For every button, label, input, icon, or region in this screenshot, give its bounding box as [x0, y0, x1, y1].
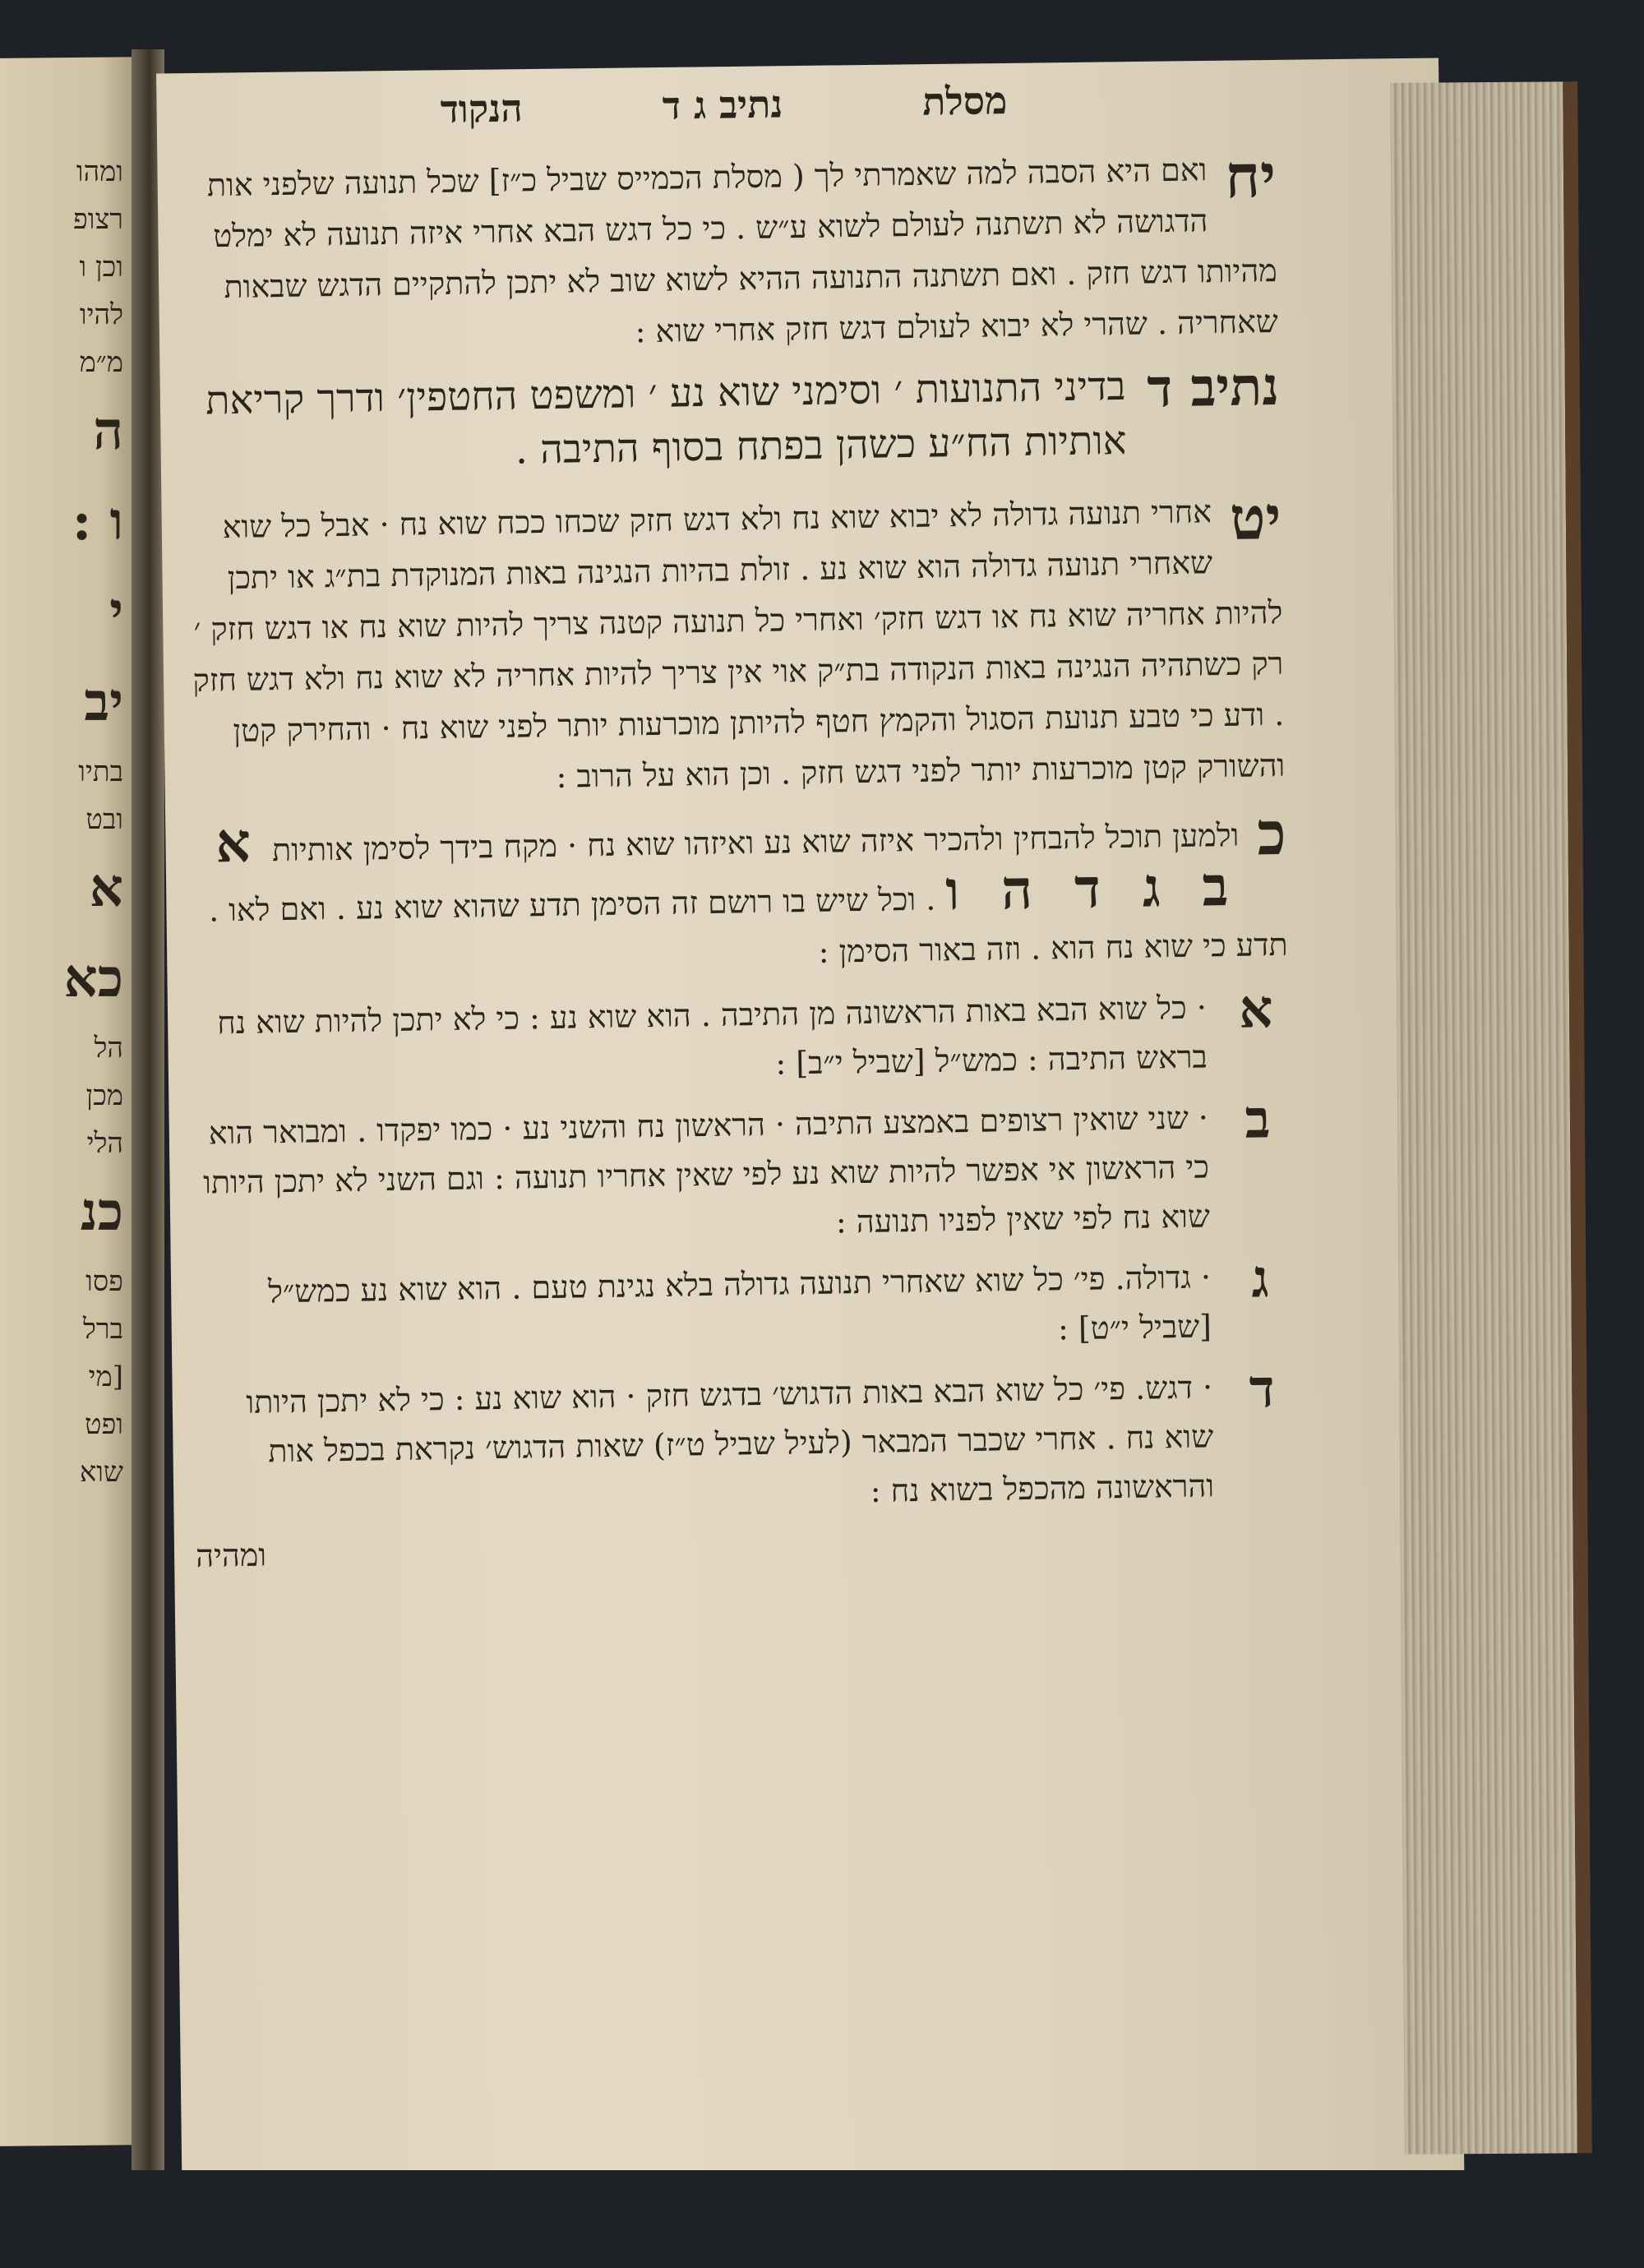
- item-text: · שני שואין רצופים באמצע התיבה · הראשון נח והשני נע · כמו יפקדו . ומבואר הוא כי הראשון אי אפשר להיות שוא נע לפי שאין אחריו תנועה : וגם השני לא יתכן היותו שוא נח לפי שאין לפניו תנועה :: [202, 1099, 1211, 1240]
- catchword: ומהיה: [195, 1536, 267, 1574]
- mnemonic-letters: א ב ג ד ה ו: [215, 810, 1240, 923]
- paragraph-yh: [173, 140, 1279, 364]
- section-title: בדיני התנועות ׳ וסימני שוא נע ׳ ומשפט החטפין׳ ודרך קריאת אותיות הח״ע כשהן בפתח בסוף התיבה .: [205, 363, 1127, 473]
- header-right: מסלת: [921, 78, 1008, 124]
- item-text: · דגש. פי׳ כל שוא הבא באות הדגוש׳ בדגש חזק · הוא שוא נע : כי לא יתכן היותו שוא נח . אחרי שכבר המבאר (לעיל שביל ט״ז) שאות הדגוש׳ נקראת בכפל אות והראשונה מהכפל בשוא נח :: [246, 1369, 1215, 1509]
- left-fragment: להיו: [79, 298, 123, 331]
- left-fragment: הל: [94, 1032, 123, 1065]
- page-edges: [1390, 81, 1592, 2155]
- left-fragment: א: [89, 857, 123, 919]
- paragraph-marker: יח: [1224, 140, 1277, 211]
- left-fragment: כא: [63, 948, 123, 1009]
- book-cover: [99, 2170, 1578, 2268]
- paragraph-text: ואם היא הסבה למה שאמרתי לך ( מסלת הכמייס שביל כ״ז] שכל תנועה שלפני אות הדגושה לא תשתנה לעולם לשוא ע״ש . כי כל דגש הבא אחרי איזה תנועה לא ימלט מהיותו דגש חזק . ואם תשתנה התנועה ההיא לשוא שוב לא יתכן להתקיים הדגש שבאות שאחריה . שהרי לא יבוא לעולם דגש חזק אחרי שוא :: [206, 151, 1279, 350]
- left-fragment: מ״מ: [79, 346, 123, 379]
- left-fragment: ובט: [85, 803, 123, 836]
- paragraph-marker: יט: [1229, 482, 1282, 553]
- left-fragment: וכן ו: [79, 251, 123, 284]
- page-text: [173, 74, 1297, 1575]
- list-item: [193, 1358, 1297, 1527]
- left-page-text: [0, 148, 123, 1496]
- list-item: [192, 1248, 1295, 1367]
- paragraph-text: אחרי תנועה גדולה לא יבוא שוא נח ולא דגש חזק שכחו ככח שוא נח · אבל כל שוא שאחרי תנועה גדולה הוא שוא נע . זולת בהיות הנגינה באות המנוקדת בת״ג או יתכן להיות אחריה שוא נח או דגש חזק׳ ואחרי כל תנועה קטנה צריך להיות שוא נח או דגש חזק ׳ רק כשתהיה הנגינה באות הנקודה בת״ק אוי אין צריך להיות אחריה לא שוא נח ולא דגש חזק . ודע כי טבע תנועת הסגול והקמץ חטף להיותן מוכרעות יותר לפני שוא נח · והחירק קטן והשורק קטן מוכרעות יותר לפני דגש חזק . וכן הוא על הרוב :: [192, 493, 1286, 795]
- section-heading: [178, 357, 1281, 483]
- item-letter: ב: [1244, 1088, 1271, 1151]
- left-fragment: ומהו: [76, 155, 123, 188]
- left-fragment: ברל: [83, 1313, 123, 1346]
- left-fragment: רצופ: [72, 203, 123, 236]
- left-fragment: [מי: [88, 1360, 123, 1393]
- item-letter: ג: [1250, 1248, 1270, 1310]
- paragraph-text: . וכל שיש בו רושם זה הסימן תדע שהוא שוא נע . ואם לאו . תדע כי שוא נח הוא . וזה באור הסימן :: [208, 880, 1288, 970]
- left-fragment: בתיו: [78, 755, 123, 788]
- left-fragment: שוא: [79, 1456, 123, 1489]
- left-fragment: כנ: [80, 1181, 123, 1243]
- left-fragment: י: [109, 581, 123, 643]
- section-number: נתיב ד: [1146, 355, 1280, 420]
- paragraph-marker: כ: [1256, 797, 1287, 869]
- item-text: · כל שוא הבא באות הראשונה מן התיבה . הוא שוא נע : כי לא יתכן להיות שוא נח בראש התיבה : כמש״ל [שביל י״ב] :: [216, 989, 1208, 1082]
- list-item: [189, 1088, 1293, 1257]
- paragraph-text: ולמען תוכל להבחין ולהכיר איזה שוא נע ואיזהו שוא נח · מקח בידך לסימן אותיות: [271, 816, 1240, 869]
- paragraph-k: [184, 797, 1288, 987]
- item-letter: א: [1238, 978, 1274, 1041]
- left-fragment: ו :: [72, 491, 123, 552]
- left-fragment: ה: [93, 400, 123, 462]
- paragraph-yt: [179, 482, 1286, 808]
- item-text: · גדולה. פי׳ כל שוא שאחרי תנועה גדולה בלא נגינת טעם . הוא שוא נע כמש״ל [שביל י״ט] :: [267, 1259, 1212, 1347]
- item-letter: ד: [1249, 1358, 1276, 1420]
- list-item: [187, 978, 1291, 1097]
- left-fragment: ופט: [84, 1408, 123, 1441]
- header-left: הנקוד: [440, 85, 524, 132]
- left-fragment: יב: [84, 672, 123, 733]
- left-fragment: מכן: [85, 1079, 123, 1112]
- left-fragment: הלי: [86, 1127, 123, 1160]
- header-middle: נתיב ג ד: [662, 81, 783, 128]
- left-fragment: פסו: [85, 1265, 123, 1298]
